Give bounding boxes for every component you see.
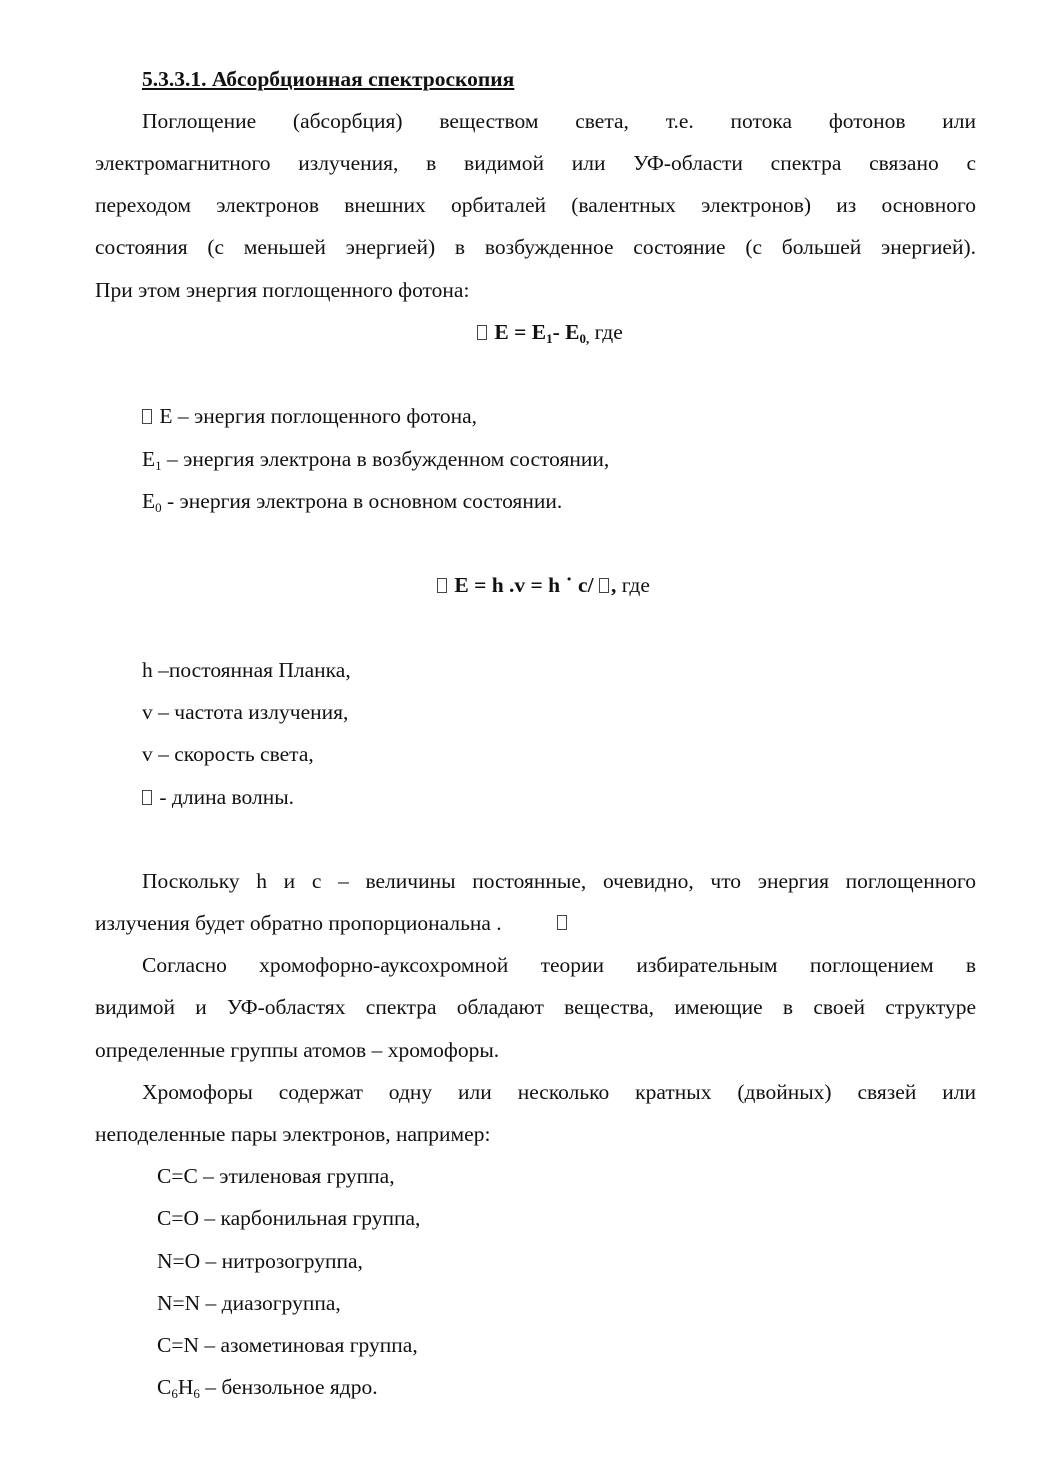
paragraph-line: излучения будет обратно пропорциональна . [95,911,502,935]
delta-symbol-icon [477,325,487,340]
definition-c: v – скорость света, [142,742,314,766]
paragraph-line: Поглощение (абсорбция) веществом света, т.е. потока фотонов или [142,109,976,133]
delta-symbol-icon [437,578,447,593]
list-item: N=O – нитрозогруппа, [157,1249,363,1273]
paragraph-line: определенные группы атомов – хромофоры. [95,1038,500,1062]
definition-delta-e: E – энергия поглощенного фотона, [142,403,477,429]
paragraph-line: Хромофоры содержат одну или несколько кратных (двойных) связей или [142,1080,976,1104]
paragraph-line: Согласно хромофорно-ауксохромной теории избирательным поглощением в [142,953,976,977]
list-item: C=O – карбонильная группа, [157,1206,421,1230]
definition-v: v – частота излучения, [142,700,349,724]
paragraph-line: При этом энергия поглощенного фотона: [95,278,470,302]
list-item: C=C – этиленовая группа, [157,1164,395,1188]
lambda-symbol-icon [142,790,152,805]
lambda-symbol-icon [557,915,567,930]
definition-h: h –постоянная Планка, [142,658,351,682]
paragraph-line: состояния (с меньшей энергией) в возбужденное состояние (с большей энергией). [95,235,976,259]
paragraph-line: неподеленные пары электронов, например: [95,1122,491,1146]
list-item: N=N – диазогруппа, [157,1291,341,1315]
definition-e1: $E_1$ – энергия электрона в возбужденном состоянии, [142,447,610,473]
delta-symbol-icon [142,409,152,424]
definition-e0: $E_0$ - энергия электрона в основном состоянии. [142,489,563,515]
formula-energy: $E = E_1-$ $E_{0,}$ где [477,319,623,345]
definition-lambda: - длина волны. [142,784,294,810]
paragraph-line: электромагнитного излучения, в видимой или УФ-области спектра связано с [95,151,976,175]
section-heading: 5.3.3.1. Абсорбционная спектроскопия [142,67,515,91]
list-item: C=N – азометиновая группа, [157,1333,418,1357]
paragraph-line: видимой и УФ-областях спектра обладают вещества, имеющие в своей структуре [95,995,976,1019]
lambda-symbol-icon [599,578,609,593]
paragraph-line: переходом электронов внешних орбиталей (валентных электронов) из основного [95,193,976,217]
list-item-benzene: $C_6H_6$ – бензольное ядро. [157,1375,378,1401]
paragraph-line: Поскольку h и c – величины постоянные, очевидно, что энергия поглощенного [142,869,976,893]
formula-planck: E = h .v = h ˙ c/ , где [437,572,650,598]
